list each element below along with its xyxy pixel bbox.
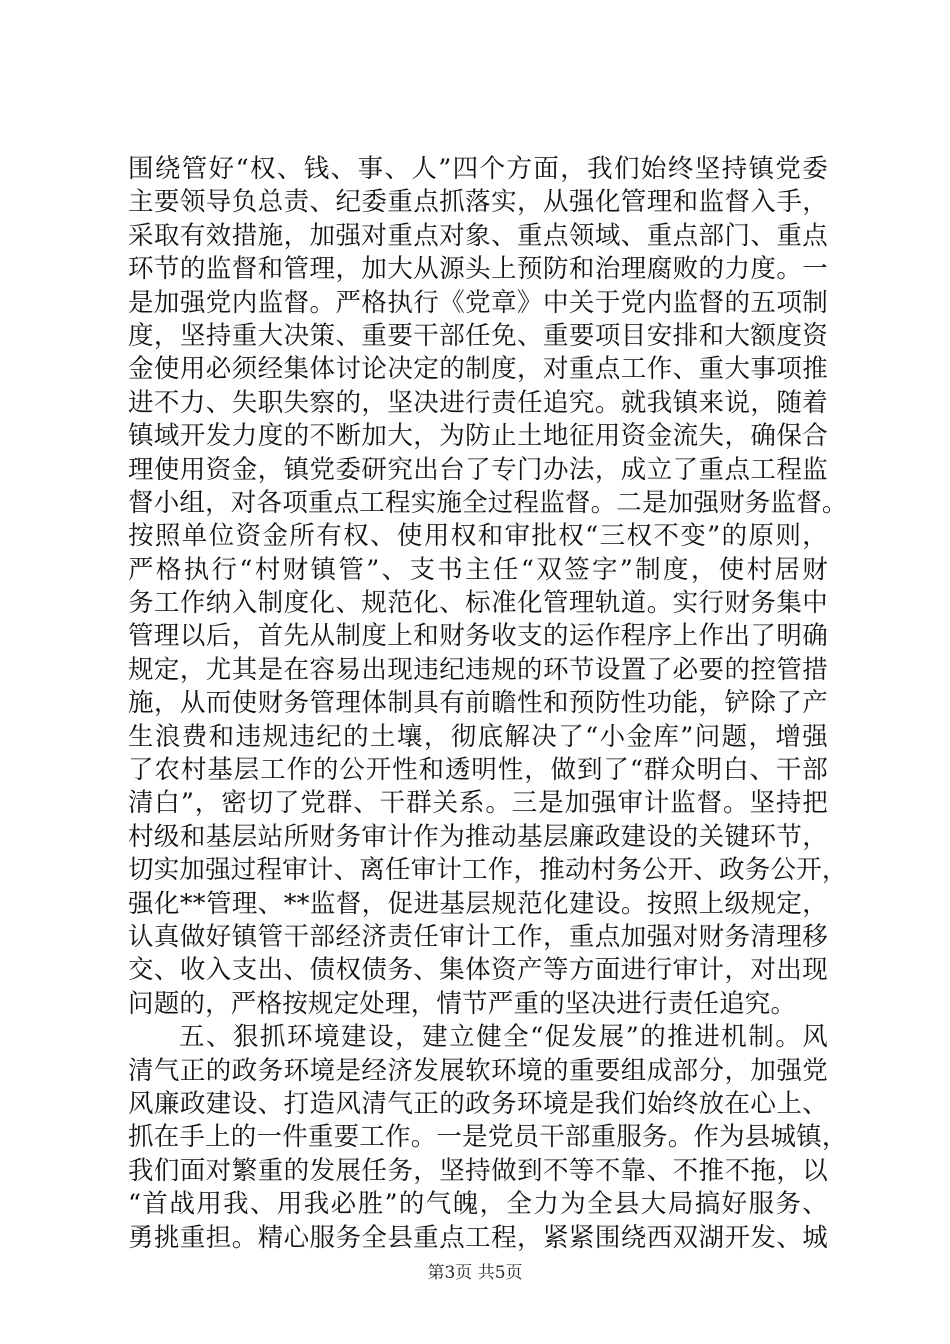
text-line: 围绕管好“权、钱、事、人”四个方面，我们始终坚持镇党委 (128, 154, 828, 184)
text-line: “首战用我、用我必胜”的气魄，全力为全县大局搞好服务、 (128, 1189, 828, 1220)
text-line: 村级和基层站所财务审计作为推动基层廉政建设的关键环节， (128, 821, 828, 852)
text-line: 清气正的政务环境是经济发展软环境的重要组成部分，加强党 (128, 1055, 828, 1086)
text-line: 强化**管理、**监督，促进基层规范化建设。按照上级规定， (128, 888, 828, 919)
text-line: 镇域开发力度的不断加大，为防止土地征用资金流失，确保合 (128, 421, 828, 452)
text-line: 清白”，密切了党群、干群关系。三是加强审计监督。坚持把 (128, 788, 828, 819)
text-line: 进不力、失职失察的，坚决进行责任追究。就我镇来说，随着 (128, 387, 828, 418)
text-line: 管理以后，首先从制度上和财务收支的运作程序上作出了明确 (128, 621, 828, 652)
text-line: 施，从而使财务管理体制具有前瞻性和预防性功能，铲除了产 (128, 688, 828, 719)
text-line: 环节的监督和管理，加大从源头上预防和治理腐败的力度。一 (128, 254, 828, 285)
text-line-paragraph-start: 五、狠抓环境建设，建立健全“促发展”的推进机制。风 (179, 1022, 828, 1053)
text-line: 度，坚持重大决策、重要干部任免、重要项目安排和大额度资 (128, 320, 828, 351)
text-line: 按照单位资金所有权、使用权和审批权“三权不变”的原则， (128, 521, 828, 552)
page-number-footer: 第3页 共5页 (427, 1263, 523, 1283)
text-line: 是加强党内监督。严格执行《党章》中关于党内监督的五项制 (128, 287, 828, 318)
text-line: 生浪费和违规违纪的土壤，彻底解决了“小金库”问题，增强 (128, 721, 828, 752)
text-line: 认真做好镇管干部经济责任审计工作，重点加强对财务清理移 (128, 921, 828, 952)
text-line: 采取有效措施，加强对重点对象、重点领域、重点部门、重点 (128, 220, 828, 251)
text-line: 金使用必须经集体讨论决定的制度，对重点工作、重大事项推 (128, 354, 828, 385)
text-line: 严格执行“村财镇管”、支书主任“双签字”制度，使村居财 (128, 554, 828, 585)
text-line: 我们面对繁重的发展任务，坚持做到不等不靠、不推不拖，以 (128, 1155, 828, 1186)
text-line: 规定，尤其是在容易出现违纪违规的环节设置了必要的控管措 (128, 654, 828, 685)
text-line: 切实加强过程审计、离任审计工作，推动村务公开、政务公开， (128, 855, 848, 886)
text-line: 督小组，对各项重点工程实施全过程监督。二是加强财务监督。 (128, 487, 848, 518)
text-line: 勇挑重担。精心服务全县重点工程，紧紧围绕西双湖开发、城 (128, 1222, 828, 1253)
text-line: 理使用资金，镇党委研究出台了专门办法，成立了重点工程监 (128, 454, 828, 485)
text-line: 抓在手上的一件重要工作。一是党员干部重服务。作为县城镇， (128, 1122, 848, 1153)
text-line: 主要领导负总责、纪委重点抓落实，从强化管理和监督入手， (128, 187, 828, 218)
text-line: 务工作纳入制度化、规范化、标准化管理轨道。实行财务集中 (128, 588, 828, 619)
text-line: 了农村基层工作的公开性和透明性，做到了“群众明白、干部 (128, 755, 828, 786)
text-line-paragraph-end: 问题的，严格按规定处理，情节严重的坚决进行责任追究。 (128, 988, 797, 1019)
text-line: 交、收入支出、债权债务、集体资产等方面进行审计，对出现 (128, 955, 828, 986)
text-line: 风廉政建设、打造风清气正的政务环境是我们始终放在心上、 (128, 1088, 828, 1119)
document-body (128, 153, 848, 1255)
